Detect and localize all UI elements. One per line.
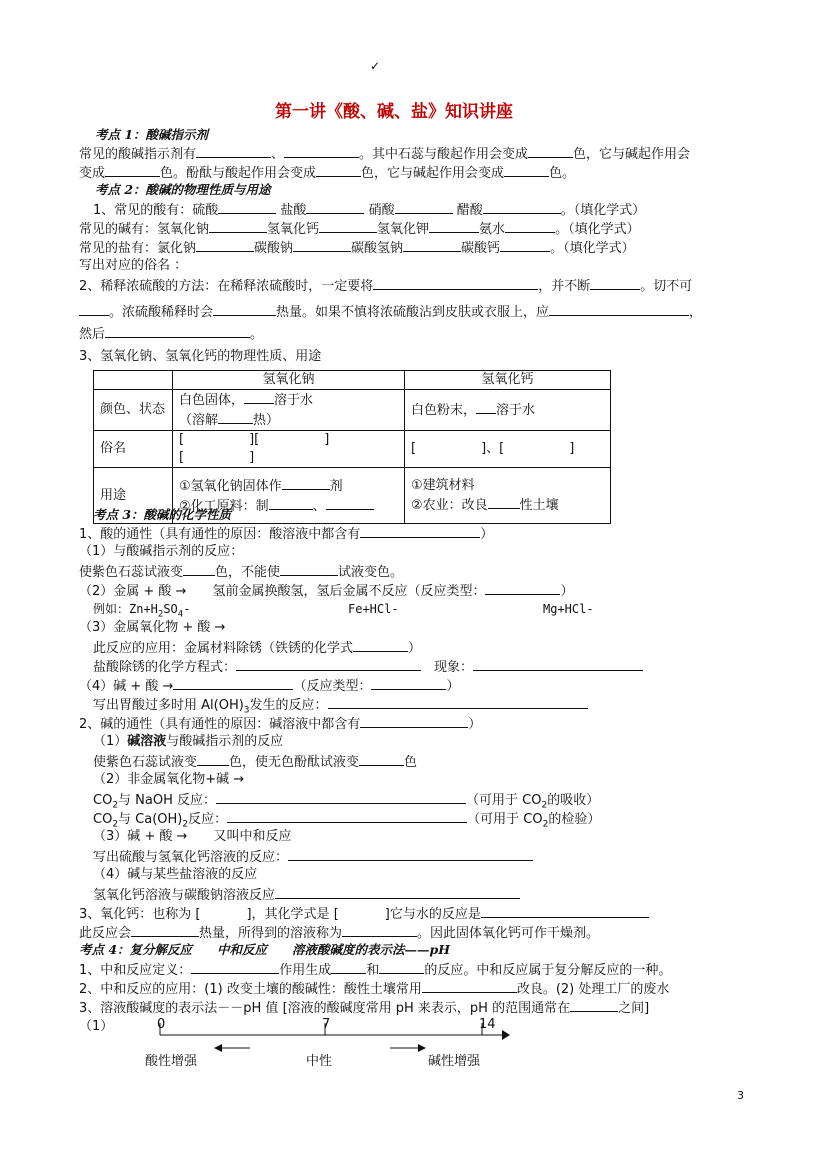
check-mark: ✓ <box>370 59 381 73</box>
blank[interactable] <box>218 410 253 424</box>
base-salt-heading: （4）碱与某些盐溶液的反应 <box>93 867 258 882</box>
blank[interactable] <box>422 979 517 993</box>
dilution-line1: 2、稀释浓硫酸的方法：在稀释浓硫酸时，一定要将 ，并不断 。切不可 <box>79 276 692 296</box>
neutralization-definition: 1、中和反应定义： 作用生成 和 的反应。中和反应属于复分解反应的一种。 <box>79 960 671 980</box>
blank[interactable] <box>244 390 274 404</box>
blank[interactable] <box>481 904 649 918</box>
blank[interactable] <box>371 676 446 690</box>
co2-naoh-line: $CO_2$与 NaOH 反应： （可用于 $CO_2$的吸收） <box>93 790 599 810</box>
co2-caoh2-line: $CO_2$与 $Ca(OH)_2$反应： （可用于 $CO_2$的检验） <box>93 809 600 829</box>
blank[interactable] <box>197 752 229 766</box>
blank[interactable] <box>209 219 267 233</box>
blank[interactable] <box>306 200 364 214</box>
base-increase-label: 碱性增强 <box>428 1054 481 1069</box>
blank[interactable] <box>227 809 467 823</box>
blank[interactable] <box>353 638 408 652</box>
dilution-line2: 。浓硫酸稀释时会 热量。如果不慎将浓硫酸沾到皮肤或衣服上，应 ， <box>79 302 702 322</box>
blank[interactable] <box>218 200 276 214</box>
example-mg: Mg+HCl- <box>543 602 594 616</box>
acid-indicator-line: 使紫色石蕊试液变 色，不能使 试液变色。 <box>79 562 403 582</box>
blank[interactable] <box>105 324 250 338</box>
section-1-heading: 考点 1：酸碱指示剂 <box>95 127 209 142</box>
blank[interactable] <box>429 219 479 233</box>
dilution-line3: 然后 。 <box>79 324 263 344</box>
section-4-heading: 考点 4：复分解反应 中和反应 溶液酸碱度的表示法——pH <box>79 942 451 957</box>
blank[interactable] <box>316 163 361 177</box>
blank[interactable] <box>326 496 374 510</box>
blank[interactable] <box>373 276 538 290</box>
blank[interactable] <box>288 847 533 861</box>
nonmetal-oxide-base: （2）非金属氧化物+碱 → <box>93 772 245 787</box>
blank[interactable] <box>485 581 560 595</box>
ph-tick-14-label: 14 <box>479 1017 496 1032</box>
blank[interactable] <box>280 562 338 576</box>
blank[interactable] <box>328 695 588 709</box>
section-2-heading: 考点 2：酸碱的物理性质与用途 <box>95 182 271 197</box>
blank[interactable] <box>213 302 276 316</box>
blank[interactable] <box>473 657 643 671</box>
naoh-common-names[interactable]: [ ][ ][ ] <box>173 431 405 468</box>
blank[interactable] <box>359 752 404 766</box>
naoh-appearance: 白色固体， 溶于水 （溶解 热） <box>173 390 405 431</box>
rust-removal-line: 此反应的应用：金属材料除锈（铁锈的化学式 ） <box>93 638 421 658</box>
blank[interactable] <box>196 238 254 252</box>
blank[interactable] <box>319 219 377 233</box>
blank[interactable] <box>505 219 555 233</box>
table-header-naoh: 氢氧化钠 <box>173 371 405 390</box>
rust-equation-line: 盐酸除锈的化学方程式： 现象： <box>93 657 643 677</box>
hydroxide-properties-table <box>93 370 611 524</box>
blank[interactable] <box>483 200 561 214</box>
acid-arrow-head <box>214 1044 222 1052</box>
caoh2-appearance: 白色粉末， 溶于水 <box>405 390 611 431</box>
blank[interactable] <box>191 960 279 974</box>
blank[interactable] <box>476 400 496 414</box>
blank[interactable] <box>269 496 313 510</box>
base-acid-line: （4）碱 + 酸 → （反应类型： ） <box>79 676 460 696</box>
blank[interactable] <box>360 524 480 538</box>
s1-line1: 常见的酸碱指示剂有 、 。其中石蕊与酸起作用会变成 色，它与碱起作用会 <box>79 144 690 164</box>
blank[interactable] <box>183 562 215 576</box>
metal-oxide-acid: （3）金属氧化物 + 酸 → <box>79 620 226 635</box>
blank[interactable] <box>282 476 330 490</box>
example-fe: Fe+HCl- <box>348 602 399 616</box>
metal-acid-line: （2）金属 + 酸 → 氢前金属换酸氢，氢后金属不反应（反应类型： ） <box>79 581 573 601</box>
blank[interactable] <box>395 200 453 214</box>
ph-tick-0-label: 0 <box>157 1017 166 1032</box>
h2so4-caoh2-line: 写出硫酸与氢氧化钙溶液的反应： <box>93 847 533 867</box>
acid-indicator-heading: （1）与酸碱指示剂的反应： <box>79 544 244 559</box>
base-arrow-head <box>418 1044 426 1052</box>
page-number: 3 <box>737 1089 744 1102</box>
blank[interactable] <box>236 657 421 671</box>
blank[interactable] <box>549 302 689 316</box>
blank[interactable] <box>342 923 417 937</box>
common-salts-line: 常见的盐有：氯化钠 碳酸钠 碳酸氢钠 碳酸钙 。（填化学式） <box>79 238 635 258</box>
naoh-uses: ①氢氧化钠固体作 剂 ②化工原料：制 、 <box>173 468 405 524</box>
acid-increase-label: 酸性增强 <box>145 1054 198 1069</box>
caoh2-uses: ①建筑材料 ②农业：改良 性土壤 <box>405 468 611 524</box>
cao-line2: 此反应会 热量，所得到的溶液称为 。因此固体氧化钙可作干燥剂。 <box>79 923 599 943</box>
blank[interactable] <box>331 960 366 974</box>
section-3-heading: 考点 3：酸碱的化学性质 <box>93 507 232 522</box>
blank[interactable] <box>570 998 618 1012</box>
acid-general-properties: 1、酸的通性（具有通性的原因：酸溶液中都含有 ） <box>79 524 493 544</box>
caoh2-common-names[interactable]: [ ]、[ ] <box>405 431 611 468</box>
caoh2-na2co3-line: 氢氧化钙溶液与碳酸钠溶液反应 <box>93 885 520 905</box>
page-title: 第一讲《酸、碱、盐》知识讲座 <box>275 102 513 122</box>
blank[interactable] <box>500 238 550 252</box>
blank[interactable] <box>131 923 199 937</box>
blank[interactable] <box>403 238 461 252</box>
common-acids-line: 1、常见的酸有：硫酸 盐酸 硝酸 醋酸 。（填化学式） <box>93 200 645 220</box>
blank[interactable] <box>196 144 271 158</box>
ph-scale-arrowhead <box>502 1030 510 1040</box>
ph-scale-label: （1） <box>79 1019 114 1034</box>
neutral-label: 中性 <box>306 1054 333 1069</box>
blank[interactable] <box>488 495 520 509</box>
blank[interactable] <box>293 238 351 252</box>
base-general-properties: 2、碱的通性（具有通性的原因：碱溶液中都含有 ） <box>79 714 481 734</box>
blank[interactable] <box>105 163 160 177</box>
row-label-uses: 用途 <box>94 468 173 524</box>
ph-tick-7-label: 7 <box>322 1017 331 1032</box>
blank[interactable] <box>79 302 109 316</box>
blank[interactable] <box>590 276 640 290</box>
physical-props-heading: 3、氢氧化钠、氢氧化钙的物理性质、用途 <box>79 349 322 364</box>
common-bases-line: 常见的碱有：氢氧化钠 氢氧化钙 氢氧化钾 氨水 。（填化学式） <box>79 219 640 239</box>
neutralization-applications: 2、中和反应的应用：(1) 改变土壤的酸碱性：酸性土壤常用 改良。(2) 处理工厂的废水 <box>79 979 669 999</box>
cao-line1: 3、氧化钙：也称为 [ ]，其化学式是 [ ]它与水的反应是 <box>79 904 649 924</box>
example-zn: 例如：$Zn+H_2SO_4-$ <box>93 602 191 620</box>
blank[interactable] <box>528 144 573 158</box>
alias-line: 写出对应的俗名 ： <box>79 258 188 273</box>
ph-definition: 3、溶液酸碱度的表示法－－pH 值 [溶液的酸碱度常用 pH 来表示，pH 的范围通常在 之间] <box>79 998 649 1018</box>
s1-line2: 变成 色。酚酞与酸起作用会变成 色，它与碱起作用会变成 色。 <box>79 163 575 183</box>
base-indicator-line: 使紫色石蕊试液变 色，使无色酚酞试液变 色 <box>93 752 417 772</box>
table-header-caoh2: 氢氧化钙 <box>405 371 611 390</box>
blank[interactable] <box>504 163 549 177</box>
blank[interactable] <box>284 144 359 158</box>
neutralization-intro: （3）碱 + 酸 → 又叫中和反应 <box>93 829 292 844</box>
row-label-appearance: 颜色、状态 <box>94 390 173 431</box>
antacid-line: 写出胃酸过多时用 $Al(OH)_3$发生的反应： <box>93 695 588 715</box>
blank[interactable] <box>379 960 424 974</box>
blank[interactable] <box>360 714 468 728</box>
base-indicator-heading: （1）碱溶液与酸碱指示剂的反应 <box>93 734 284 749</box>
row-label-common-name: 俗名 <box>94 431 173 468</box>
blank[interactable] <box>173 676 293 690</box>
blank[interactable] <box>275 885 520 899</box>
blank[interactable] <box>216 790 466 804</box>
table-corner <box>94 371 173 390</box>
